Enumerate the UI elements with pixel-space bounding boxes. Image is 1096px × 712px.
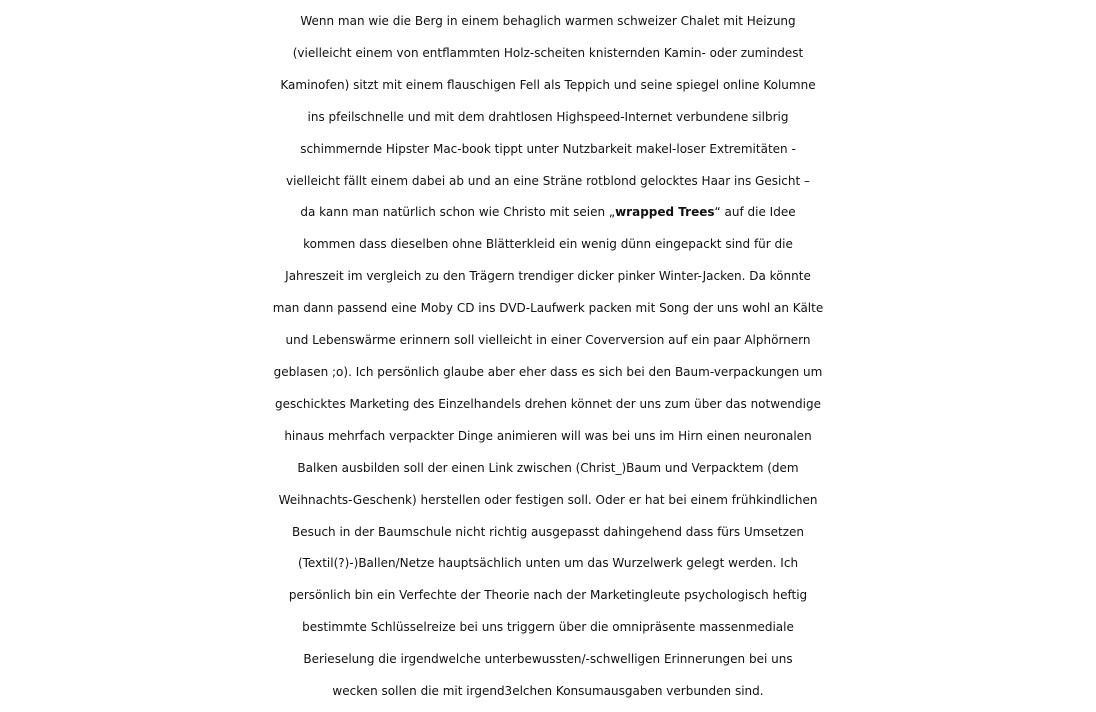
text-line: hinaus mehrfach verpackter Dinge animieren will was bei uns im Hirn einen neuronalen xyxy=(284,428,812,443)
text-line: wecken sollen die mit irgend3elchen Konsumausgaben verbunden sind. xyxy=(332,684,764,699)
text-line: vielleicht fällt einem dabei ab und an eine Sträne rotblond gelocktes Haar ins Gesicht – xyxy=(285,173,811,188)
text-line: Weihnachts-Geschenk) herstellen oder festigen soll. Oder er hat bei einem frühkindlichen xyxy=(278,492,818,507)
text-line: kommen dass dieselben ohne Blätterkleid ein wenig dünn eingepackt sind für die xyxy=(303,237,793,252)
text-segment: da kann man natürlich schon wie Christo mit seien „ xyxy=(300,205,616,220)
text-line: schimmernde Hipster Mac-book tippt unter Nutzbarkeit makel-loser Extremitäten - xyxy=(300,141,796,156)
bold-phrase: wrapped Trees xyxy=(615,205,715,220)
text-line: (vielleicht einem von entflammten Holz-scheiten knisternden Kamin- oder zumindest xyxy=(292,45,804,60)
text-line: Wenn man wie die Berg in einem behaglich warmen schweizer Chalet mit Heizung xyxy=(300,14,796,28)
paragraph xyxy=(0,6,1096,708)
text-line: geschicktes Marketing des Einzelhandels drehen könnet der uns zum über das notwendige xyxy=(275,396,821,411)
text-line: Berieselung die irgendwelche unterbewussten/-schwelligen Erinnerungen bei uns xyxy=(303,652,793,667)
text-line xyxy=(0,197,1096,229)
text-line: geblasen ;o). Ich persönlich glaube aber eher dass es sich bei den Baum-verpackungen um xyxy=(273,364,823,379)
text-line: bestimmte Schlüsselreize bei uns triggern über die omnipräsente massenmediale xyxy=(302,620,794,635)
text-line: man dann passend eine Moby CD ins DVD-Laufwerk packen mit Song der uns wohl an Kälte xyxy=(272,301,824,316)
text-line: persönlich bin ein Verfechte der Theorie nach der Marketingleute psychologisch heftig xyxy=(288,588,808,603)
text-line: Balken ausbilden soll der einen Link zwischen (Christ_)Baum und Verpacktem (dem xyxy=(297,460,799,475)
text-line: Jahreszeit im vergleich zu den Trägern trendiger dicker pinker Winter-Jacken. Da könnte xyxy=(285,269,811,284)
text-line: Kaminofen) sitzt mit einem flauschigen Fell als Teppich und seine spiegel online Kolumne xyxy=(280,77,816,92)
text-line: ins pfeilschnelle und mit dem drahtlosen Highspeed-Internet verbundene silbrig xyxy=(307,109,789,124)
text-segment: “ auf die Idee xyxy=(714,205,796,220)
text-line: Besuch in der Baumschule nicht richtig ausgepasst dahingehend dass fürs Umsetzen xyxy=(291,524,805,539)
text-line: (Textil(?)-)Ballen/Netze hauptsächlich unten um das Wurzelwerk gelegt werden. Ich xyxy=(297,556,799,571)
text-line: und Lebenswärme erinnern soll vielleicht in einer Coverversion auf ein paar Alphörnern xyxy=(285,333,811,348)
